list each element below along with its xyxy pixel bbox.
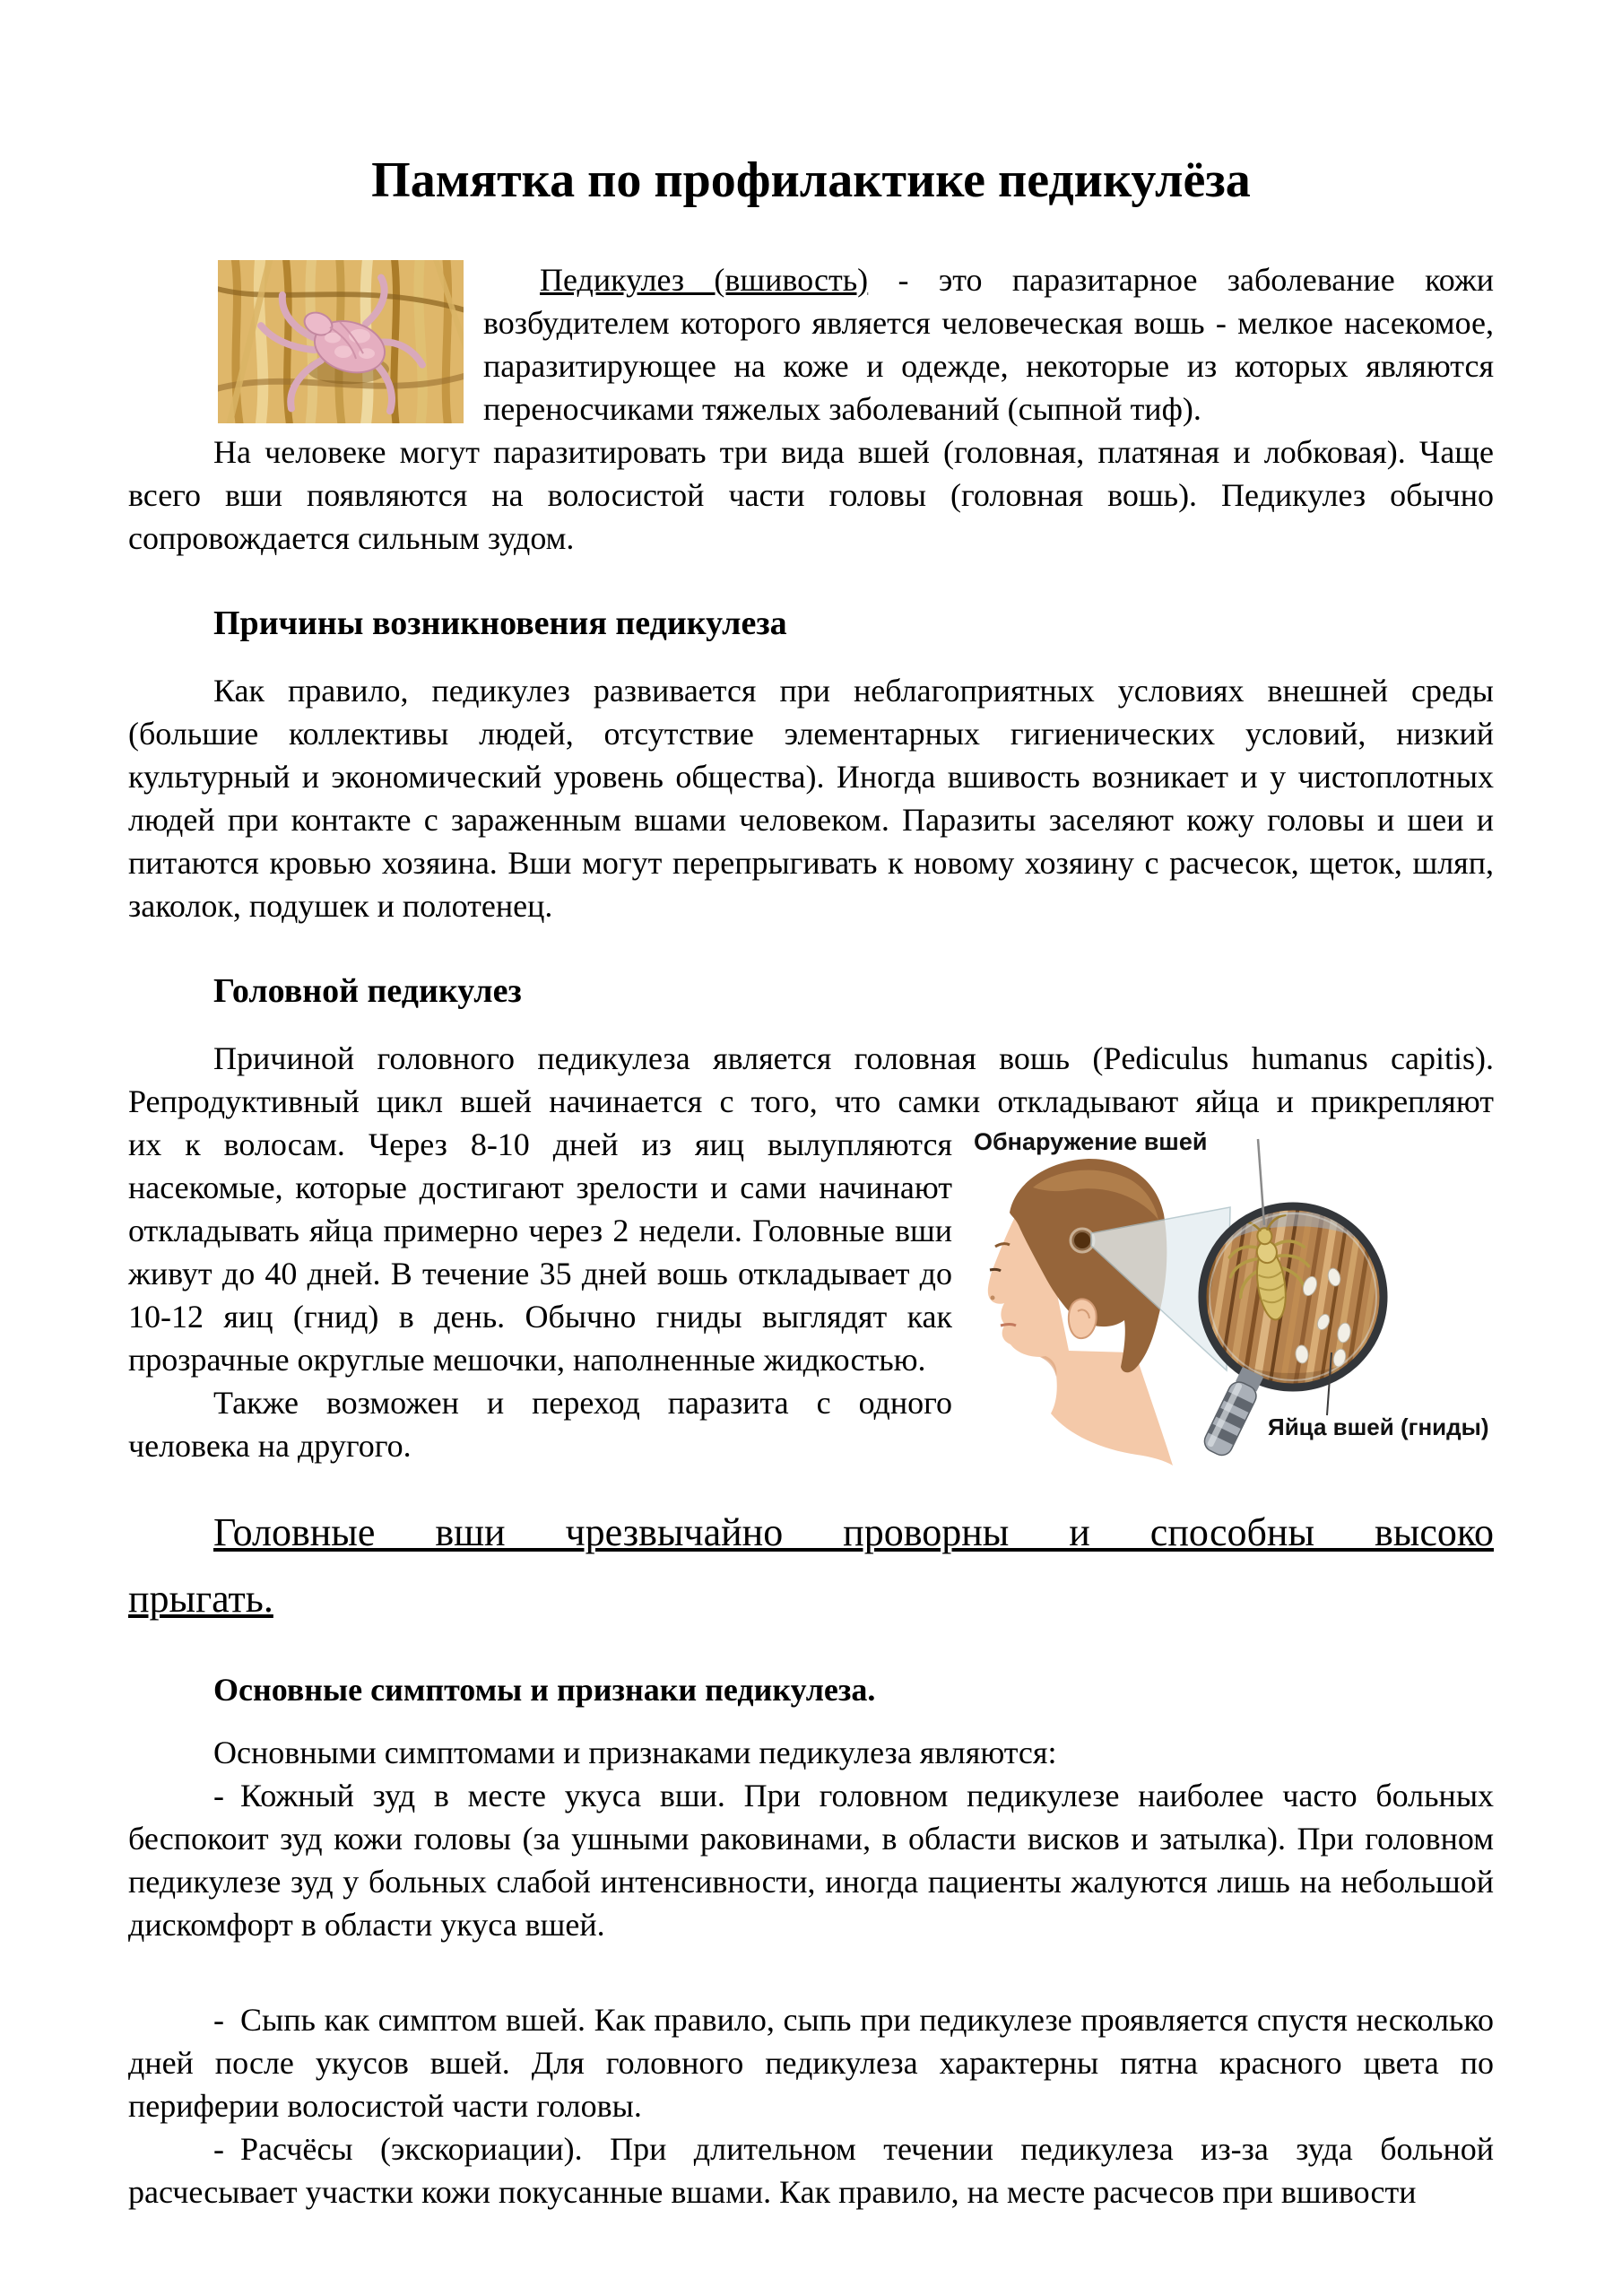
symptom-text: Сыпь как симптом вшей. Как правило, сыпь при педикулезе проявляется спустя несколько дней после укусов вшей. Для головного педикулеза характерны пятна красного цвета по периферии волосистой части головы. — [128, 2002, 1494, 2124]
illustration-label: Обнаружение вшей — [974, 1128, 1208, 1155]
scalp-spot — [1073, 1231, 1091, 1249]
symptom-item-rash — [128, 1998, 1494, 2127]
intro-lead-underlined: Педикулез (вшивость) — [540, 262, 869, 298]
magnifier-handle-icon — [1201, 1366, 1266, 1459]
symptom-item-itch — [128, 1774, 1494, 1946]
three-types-paragraph: На человеке могут паразитировать три вида вшей (головная, платяная и лобковая). Чаще всего вши появляются на волосистой части головы (головная вошь). Педикулез обычно сопровождается сильным зудом. — [128, 434, 1494, 556]
head-lice-wrap-paragraph: их к волосам. Через 8-10 дней из яиц вылупляются насекомые, которые достигают зрелости и сами начинают откладывать яйца примерно через 2 недели. Головные вши живут до 40 дней. В течение 35 дней вошь откладывает до 10-12 яиц (гнид) в день. Обычно гниды выглядят как прозрачные округлые мешочки, наполненные жидкостью. — [128, 1126, 952, 1378]
page-title: Памятка по профилактике педикулёза — [371, 152, 1251, 208]
symptom-dash: - — [213, 1778, 224, 1813]
lice-detection-illustration — [965, 1126, 1494, 1467]
illustration-caption: Яйца вшей (гниды) — [1268, 1413, 1489, 1440]
symptom-item-excoriation — [128, 2127, 1494, 2213]
symptom-text: Расчёсы (экскориации). При длительном течении педикулеза из-за зуда больной расчесывает участки кожи покусанные вшами. Как правило, на месте расчесов при вшивости — [128, 2131, 1494, 2210]
jump-note-line2: прыгать. — [128, 1577, 273, 1621]
symptoms-intro: Основными симптомами и признаками педикулеза являются: — [213, 1735, 1057, 1770]
head-lice-intro-paragraph: Причиной головного педикулеза является головная вошь (Pediculus humanus capitis). Репродуктивный цикл вшей начинается с того, что самки откладывают яйца и прикрепляют — [128, 1040, 1494, 1119]
jump-note — [128, 1500, 1494, 1632]
jump-note-line1: Головные вши чрезвычайно проворны и способны высоко — [213, 1510, 1494, 1554]
symptoms-heading: Основные симптомы и признаки педикулеза. — [213, 1672, 876, 1708]
intro-block — [128, 258, 1494, 560]
louse-photo — [218, 260, 464, 423]
head-lice-wrap-block — [128, 1123, 1494, 1467]
head-lice-heading: Головной педикулез — [213, 972, 522, 1010]
louse-microscope-photo-icon — [218, 260, 464, 423]
symptom-dash: - — [213, 2002, 224, 2038]
causes-paragraph: Как правило, педикулез развивается при неблагоприятных условиях внешней среды (большие коллективы людей, отсутствие элементарных гигиенических условий, низкий культурный и экономический уровень общества). Иногда вшивость возникает и у чистоплотных людей при контакте с зараженным вшами человеком. Паразиты заселяют кожу головы и шеи и питаются кровью хозяина. Вши могут перепрыгивать к новому хозяину с расчесок, щеток, шляп, заколок, подушек и полотенец. — [128, 673, 1494, 924]
boy-head-icon — [988, 1159, 1173, 1465]
symptom-dash: - — [213, 2131, 224, 2167]
intro-lead-rest: - это паразитарное заболевание кожи возбудителем которого является человеческая вошь - мелкое насекомое, паразитирующее на коже и одежде, некоторые из которых являются переносчиками тяжелых заболеваний (сыпной тиф). — [483, 262, 1495, 427]
transfer-paragraph: Также возможен и переход паразита с одного человека на другого. — [128, 1385, 952, 1464]
symptom-text: Кожный зуд в месте укуса вши. При головном педикулезе наиболее часто больных беспокоит зуд кожи головы (за ушными раковинами, в области висков и затылка). При головном педикулезе зуд у больных слабой интенсивности, иногда пациенты жалуются лишь на небольшой дискомфорт в области укуса вшей. — [128, 1778, 1494, 1943]
causes-heading: Причины возникновения педикулеза — [213, 604, 787, 642]
